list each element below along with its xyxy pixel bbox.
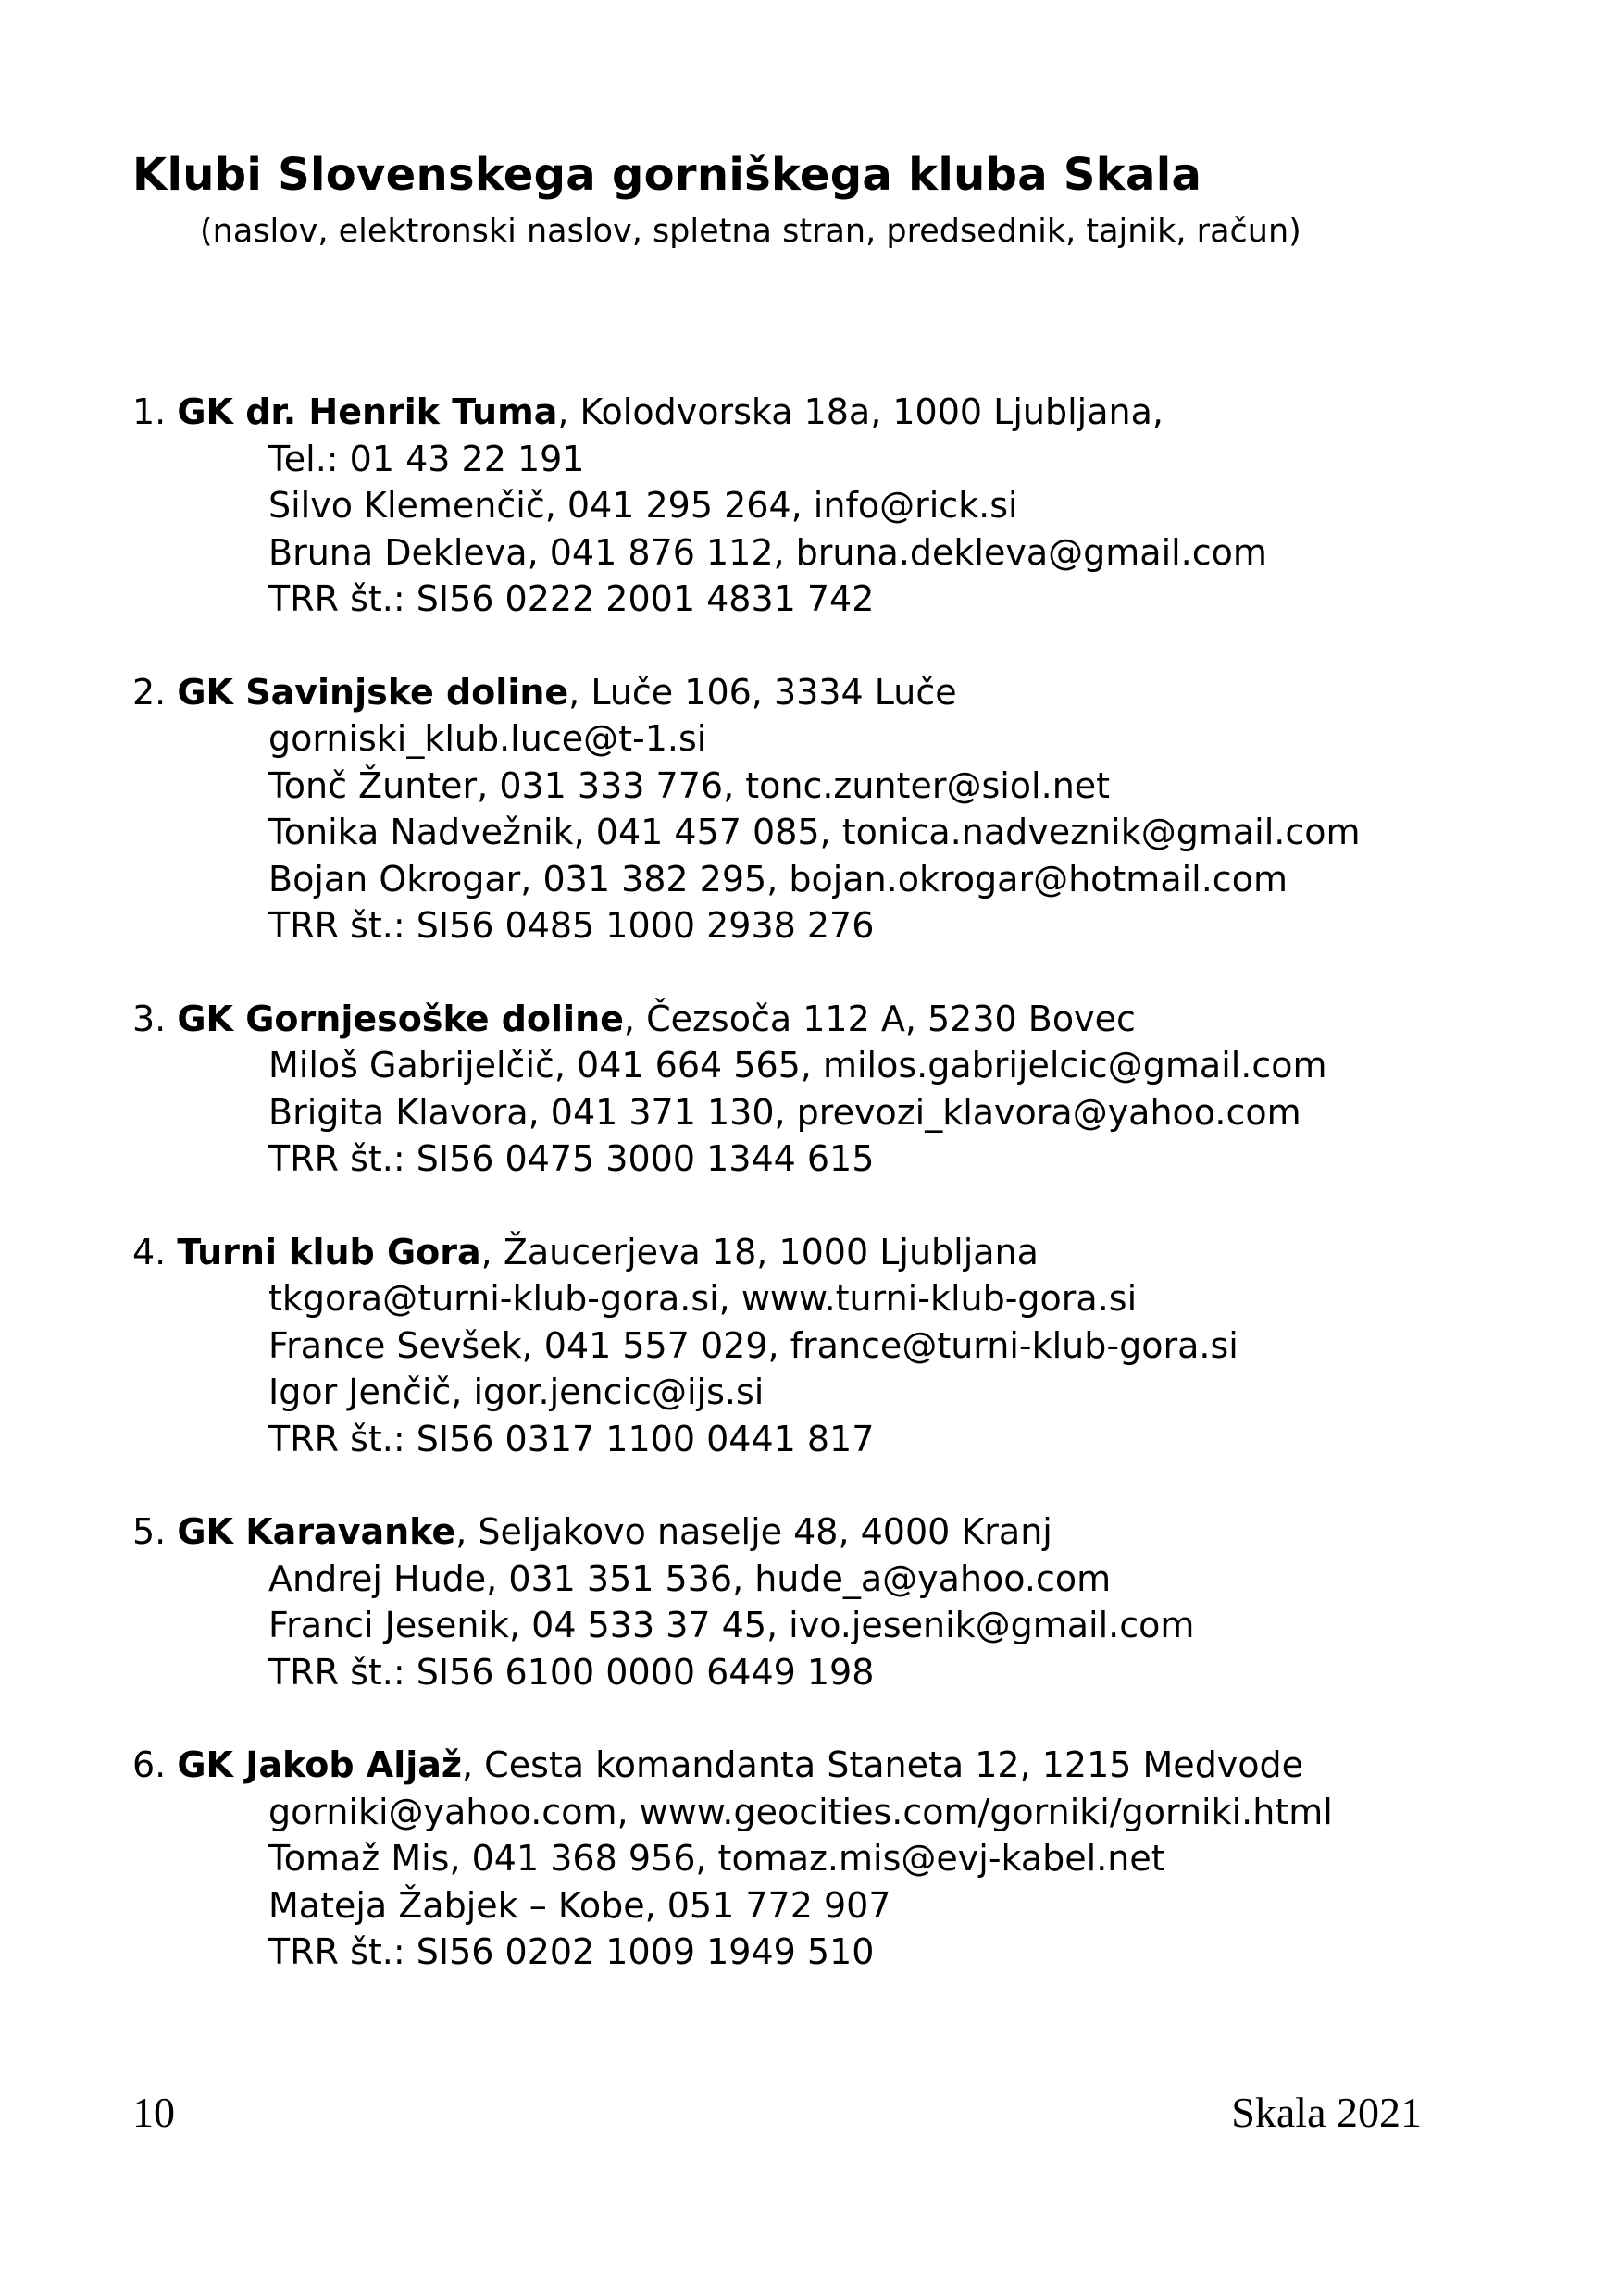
club-entry xyxy=(132,1229,1521,1463)
club-entry xyxy=(132,1508,1521,1695)
club-detail-line: gorniski_klub.luce@t-1.si xyxy=(268,718,707,759)
club-name: Turni klub Gora xyxy=(177,1231,481,1272)
club-address: , Žaucerjeva 18, 1000 Ljubljana xyxy=(480,1231,1039,1272)
club-heading xyxy=(132,1508,1521,1556)
page-subtitle: (naslov, elektronski naslov, spletna stran, predsednik, tajnik, račun) xyxy=(200,213,1301,250)
club-detail-line: Mateja Žabjek – Kobe, 051 772 907 xyxy=(268,1884,891,1926)
publication-name: Skala 2021 xyxy=(1231,2089,1422,2136)
club-address: , Seljakovo naselje 48, 4000 Kranj xyxy=(455,1511,1052,1552)
page-title: Klubi Slovenskega gorniškega kluba Skala xyxy=(132,149,1202,201)
club-heading xyxy=(132,389,1521,436)
club-entry xyxy=(132,996,1521,1183)
club-list xyxy=(132,389,1521,2022)
club-name: GK Karavanke xyxy=(177,1511,456,1552)
club-address: , Luče 106, 3334 Luče xyxy=(568,671,957,713)
club-detail-line: TRR št.: SI56 0317 1100 0441 817 xyxy=(268,1418,875,1459)
club-number: 6. xyxy=(132,1744,167,1785)
club-detail-line: Franci Jesenik, 04 533 37 45, ivo.jesenik@gmail.com xyxy=(268,1605,1195,1645)
club-name: GK dr. Henrik Tuma xyxy=(177,391,558,432)
club-entry xyxy=(132,1742,1521,1976)
club-heading xyxy=(132,669,1521,716)
club-detail-line: Bruna Dekleva, 041 876 112, bruna.dekleva@gmail.com xyxy=(268,531,1267,573)
club-detail-line: Tonč Žunter, 031 333 776, tonc.zunter@siol.net xyxy=(268,764,1111,806)
club-address: , Cesta komandanta Staneta 12, 1215 Medvode xyxy=(462,1744,1304,1785)
club-number: 5. xyxy=(132,1511,167,1552)
club-entry xyxy=(132,669,1521,949)
club-number: 3. xyxy=(132,998,167,1039)
club-heading xyxy=(132,1229,1521,1276)
club-name: GK Gornjesoške doline xyxy=(177,998,624,1039)
club-name: GK Jakob Aljaž xyxy=(177,1744,463,1785)
club-detail-line: Tonika Nadvežnik, 041 457 085, tonica.nadveznik@gmail.com xyxy=(268,812,1361,852)
page-number: 10 xyxy=(132,2089,175,2136)
club-entry xyxy=(132,389,1521,623)
club-heading xyxy=(132,1742,1521,1789)
club-address: , Čezsoča 112 A, 5230 Bovec xyxy=(623,998,1136,1039)
club-detail-line: Tel.: 01 43 22 191 xyxy=(268,438,585,479)
club-detail-line: Tomaž Mis, 041 368 956, tomaz.mis@evj-kabel.net xyxy=(268,1838,1165,1879)
club-detail-line: Silvo Klemenčič, 041 295 264, info@rick.si xyxy=(268,485,1018,526)
club-detail-line: Igor Jenčič, igor.jencic@ijs.si xyxy=(268,1371,765,1412)
club-heading xyxy=(132,996,1521,1043)
club-detail-line: Miloš Gabrijelčič, 041 664 565, milos.gabrijelcic@gmail.com xyxy=(268,1045,1327,1086)
club-name: GK Savinjske doline xyxy=(177,671,569,713)
club-number: 2. xyxy=(132,671,167,713)
club-address: , Kolodvorska 18a, 1000 Ljubljana, xyxy=(557,391,1164,432)
club-detail-line: TRR št.: SI56 0475 3000 1344 615 xyxy=(268,1138,875,1179)
club-detail-line: TRR št.: SI56 6100 0000 6449 198 xyxy=(268,1651,875,1693)
club-detail-line: Andrej Hude, 031 351 536, hude_a@yahoo.com xyxy=(268,1558,1112,1599)
club-detail-line: tkgora@turni-klub-gora.si, www.turni-klub-gora.si xyxy=(268,1278,1138,1319)
club-detail-line: TRR št.: SI56 0202 1009 1949 510 xyxy=(268,1931,875,1972)
club-detail-line: TRR št.: SI56 0222 2001 4831 742 xyxy=(268,578,875,619)
club-number: 4. xyxy=(132,1231,167,1272)
club-detail-line: TRR št.: SI56 0485 1000 2938 276 xyxy=(268,905,875,946)
club-detail-line: Brigita Klavora, 041 371 130, prevozi_klavora@yahoo.com xyxy=(268,1091,1301,1133)
club-number: 1. xyxy=(132,391,167,432)
club-detail-line: France Sevšek, 041 557 029, france@turni-klub-gora.si xyxy=(268,1324,1238,1366)
club-detail-line: gorniki@yahoo.com, www.geocities.com/gorniki/gorniki.html xyxy=(268,1791,1333,1832)
club-detail-line: Bojan Okrogar, 031 382 295, bojan.okrogar@hotmail.com xyxy=(268,858,1288,900)
